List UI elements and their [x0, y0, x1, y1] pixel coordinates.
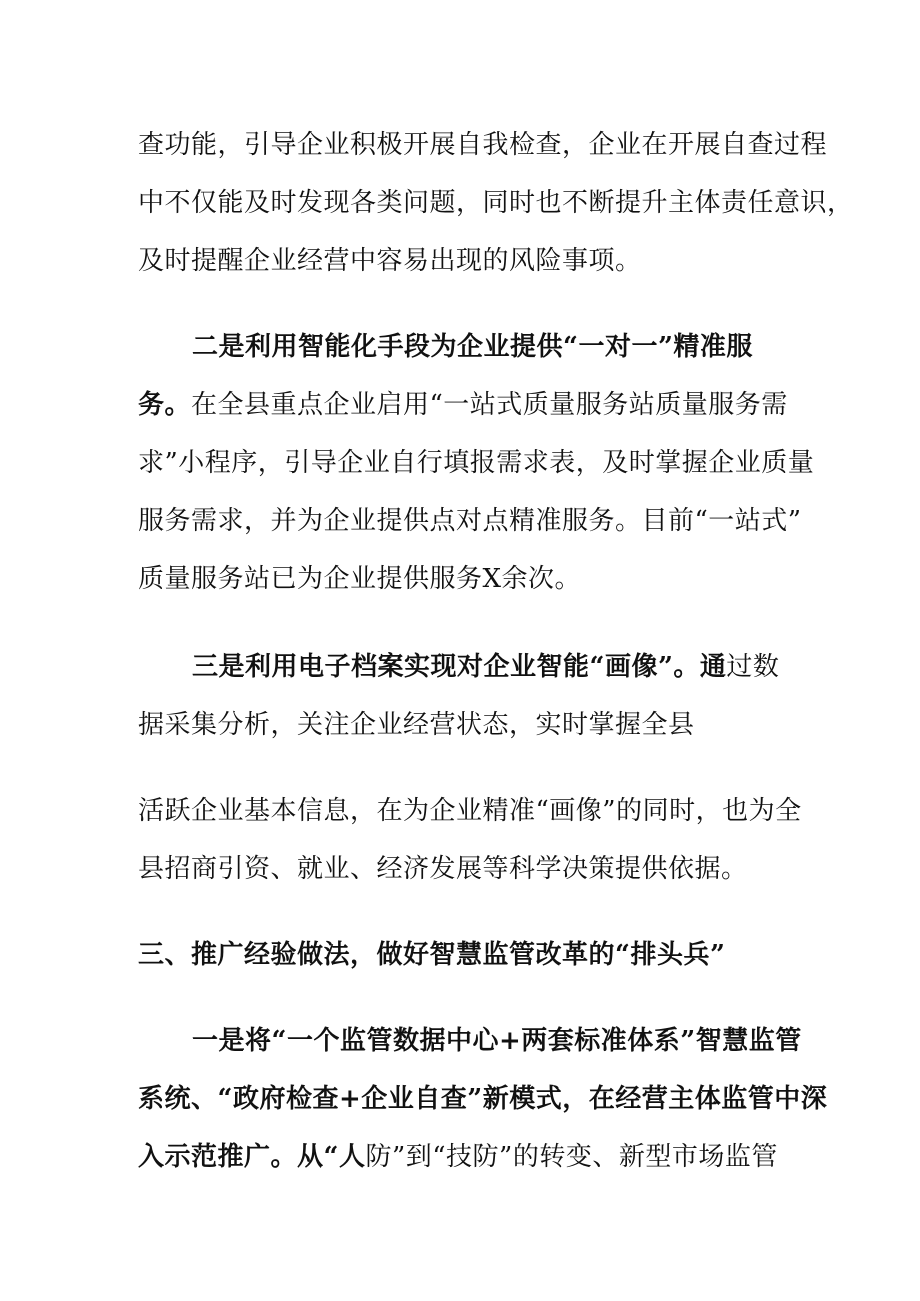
paragraph-line [192, 650, 779, 684]
text-segment: 及时提醒企业经营中容易出现的风险事项。 [138, 246, 642, 276]
text-segment: 活跃企业基本信息，在为企业精准“画像”的同时，也为全 [138, 796, 802, 826]
text-segment-bold: 系统、“政府检查+企业自查”新模式，在经营主体监管中深 [138, 1084, 828, 1114]
paragraph-line [192, 1024, 802, 1058]
text-segment: 质量服务站已为企业提供服务X余次。 [138, 564, 582, 594]
paragraph-line [192, 330, 753, 364]
paragraph-line [138, 244, 642, 278]
text-segment-bold: 务。 [138, 390, 192, 420]
paragraph-line [138, 708, 695, 742]
paragraph-line [138, 562, 581, 596]
text-segment: 中不仅能及时发现各类问题，同时也不断提升主体责任意识， [138, 188, 854, 218]
text-segment-bold: 一是将“一个监管数据中心+两套标准体系”智慧监管 [192, 1026, 802, 1056]
text-segment: 过数 [726, 652, 780, 682]
text-segment: 县招商引资、就业、经济发展等科学决策提供依据。 [138, 854, 748, 884]
paragraph-line [138, 794, 802, 828]
text-segment: 求”小程序，引导企业自行填报需求表，及时掌握企业质量 [138, 448, 815, 478]
text-segment: 防”到“技防”的转变、新型市场监管 [365, 1142, 778, 1172]
paragraph-line [138, 852, 748, 886]
paragraph-line [138, 1082, 827, 1116]
paragraph-line [138, 186, 854, 220]
paragraph-line [138, 446, 814, 480]
paragraph-line [138, 1140, 778, 1174]
text-segment: 查功能，引导企业积极开展自我检查，企业在开展自查过程 [138, 130, 828, 160]
text-segment-bold: 三、推广经验做法，做好智慧监管改革的“排头兵” [138, 940, 726, 970]
text-segment-bold: 三是利用电子档案实现对企业智能“画像”。通 [192, 652, 727, 682]
paragraph-line [138, 128, 827, 162]
text-segment-bold: 入示范推广。从“人 [138, 1142, 366, 1172]
text-segment: 据采集分析，关注企业经营状态，实时掌握全县 [138, 710, 695, 740]
text-segment-bold: 二是利用智能化手段为企业提供“一对一”精准服 [192, 332, 753, 362]
text-segment: 在全县重点企业启用“一站式质量服务站质量服务需 [191, 390, 788, 420]
text-segment: 服务需求，并为企业提供点对点精准服务。目前“一站式” [138, 506, 802, 536]
section-heading [138, 938, 725, 972]
paragraph-line [138, 388, 788, 422]
paragraph-line [138, 504, 802, 538]
